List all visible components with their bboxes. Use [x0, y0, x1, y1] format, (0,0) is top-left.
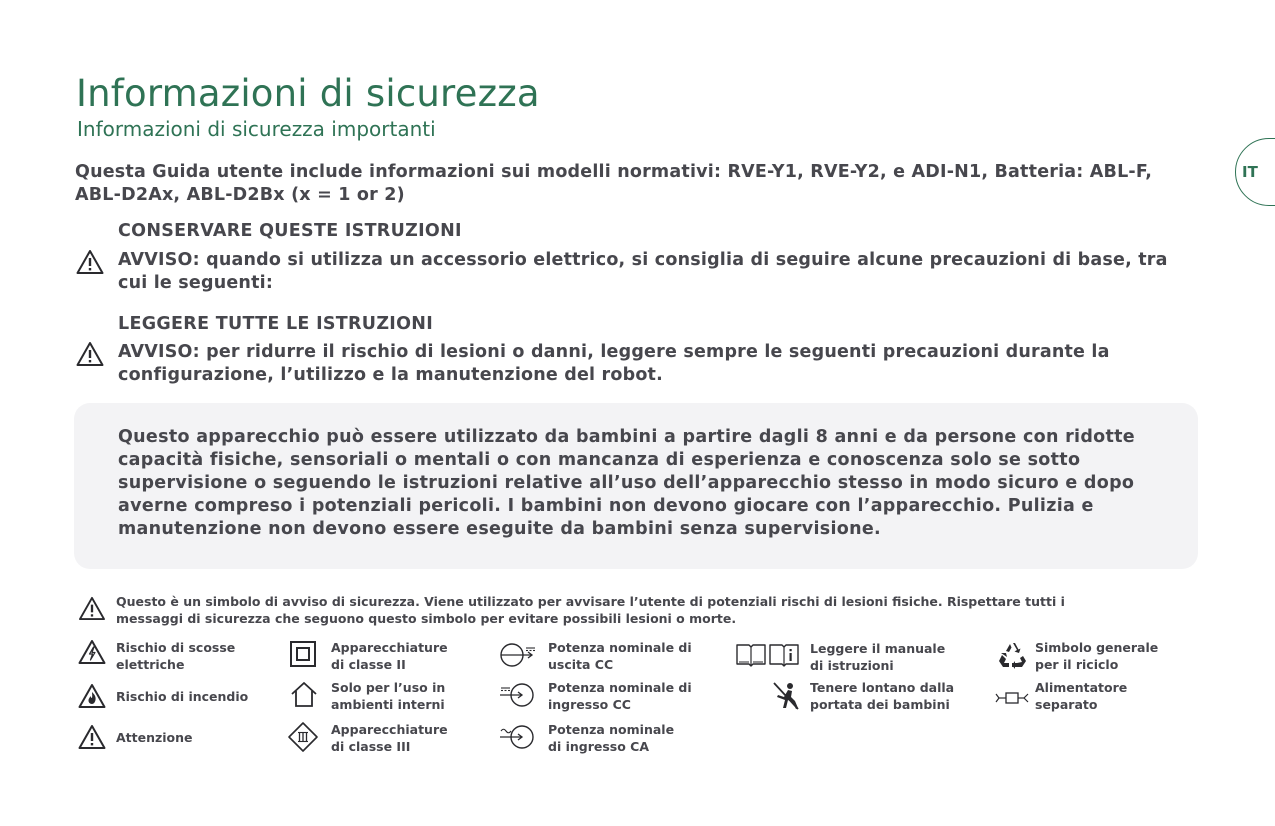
warning-icon — [76, 341, 104, 367]
page-subtitle: Informazioni di sicurezza importanti — [77, 117, 436, 141]
symbol-label: Apparecchiature di classe II — [331, 640, 448, 672]
language-tab[interactable] — [1235, 138, 1275, 206]
symbol-recycle — [998, 641, 1238, 677]
safety-note-text: Questo è un simbolo di avviso di sicurezza. Viene utilizzato per avvisare l’utente di potenziali rischi di lesioni fisiche. Rispettare tutti i messaggi di sicurezza che seguono questo simbolo per evitare possibili lesioni o morte. — [116, 594, 1065, 626]
symbol-class-ii — [289, 639, 529, 675]
class-ii-icon — [289, 639, 317, 667]
children-notice-text: Questo apparecchio può essere utilizzato da bambini a partire dagli 8 anni e da persone con ridotte capacità fisiche, sensoriali o mentali o con mancanza di esperienza e conoscenza solo se sotto supervisione o seguendo le istruzioni relative all’uso dell’apparecchio stesso in modo sicuro e dopo averne compreso i potenziali pericoli. I bambini non devono giocare con l’apparecchio. Pulizia e manutenzione non devono essere eseguite da bambini senza supervisione. — [118, 427, 1135, 539]
symbol-label: Potenza nominale di uscita CC — [548, 640, 692, 672]
dc-input-icon — [498, 681, 538, 709]
symbol-label: Potenza nominale di ingresso CA — [548, 722, 675, 754]
section-heading-keep-instructions: CONSERVARE QUESTE ISTRUZIONI — [118, 221, 462, 241]
indoor-use-icon — [289, 679, 319, 709]
fire-hazard-icon — [78, 683, 106, 709]
warning-text: AVVISO: quando si utilizza un accessorio elettrico, si consiglia di seguire alcune precauzioni di base, tra cui le seguenti: — [118, 250, 1168, 293]
symbol-label: Rischio di incendio — [116, 689, 249, 704]
recycle-icon — [998, 641, 1028, 669]
read-manual-icon — [735, 640, 801, 668]
warning-text: AVVISO: per ridurre il rischio di lesioni o danni, leggere sempre le seguenti precauzioni durante la configurazione, l’utilizzo e la manutenzione del robot. — [118, 342, 1110, 385]
language-tab-label: IT — [1242, 163, 1258, 181]
symbol-label: Solo per l’uso in ambienti interni — [331, 680, 446, 712]
symbol-indoor-use — [289, 679, 529, 715]
separate-power-supply-icon — [994, 681, 1030, 709]
caution-icon — [78, 724, 106, 750]
symbol-label: Potenza nominale di ingresso CC — [548, 680, 692, 712]
symbol-electric-shock — [78, 639, 318, 675]
symbol-label: Simbolo generale per il riciclo — [1035, 640, 1159, 672]
intro-paragraph: Questa Guida utente include informazioni sui modelli normativi: RVE-Y1, RVE-Y2, e ADI-N1, Batteria: ABL-F, ABL-D2Ax, ABL-D2Bx (x = 1 or 2) — [75, 162, 1153, 205]
symbol-dc-output — [498, 641, 738, 677]
ac-input-icon — [498, 723, 538, 751]
symbol-keep-away-children — [772, 681, 1012, 717]
symbol-class-iii — [287, 721, 527, 757]
symbol-caution — [78, 724, 318, 760]
dc-output-icon — [498, 641, 538, 669]
electric-shock-icon — [78, 639, 106, 665]
symbol-ac-input — [498, 723, 738, 759]
symbol-label: Apparecchiature di classe III — [331, 722, 448, 754]
page-title: Informazioni di sicurezza — [76, 72, 540, 115]
warning-icon — [78, 596, 106, 621]
symbol-fire-hazard — [78, 683, 318, 719]
symbol-separate-power-supply — [994, 681, 1234, 717]
warning-icon — [76, 249, 104, 275]
symbol-label: Tenere lontano dalla portata dei bambini — [810, 680, 955, 712]
keep-away-children-icon — [772, 681, 800, 711]
symbol-dc-input — [498, 681, 738, 717]
children-notice-panel — [74, 403, 1198, 569]
section-heading-read-instructions: LEGGERE TUTTE LE ISTRUZIONI — [118, 314, 434, 334]
symbol-label: Leggere il manuale di istruzioni — [810, 641, 946, 673]
symbol-read-manual — [735, 640, 975, 676]
symbol-label: Attenzione — [116, 730, 193, 745]
symbol-label: Rischio di scosse elettriche — [116, 640, 236, 672]
class-iii-icon — [287, 721, 319, 753]
symbol-label: Alimentatore separato — [1035, 680, 1128, 712]
